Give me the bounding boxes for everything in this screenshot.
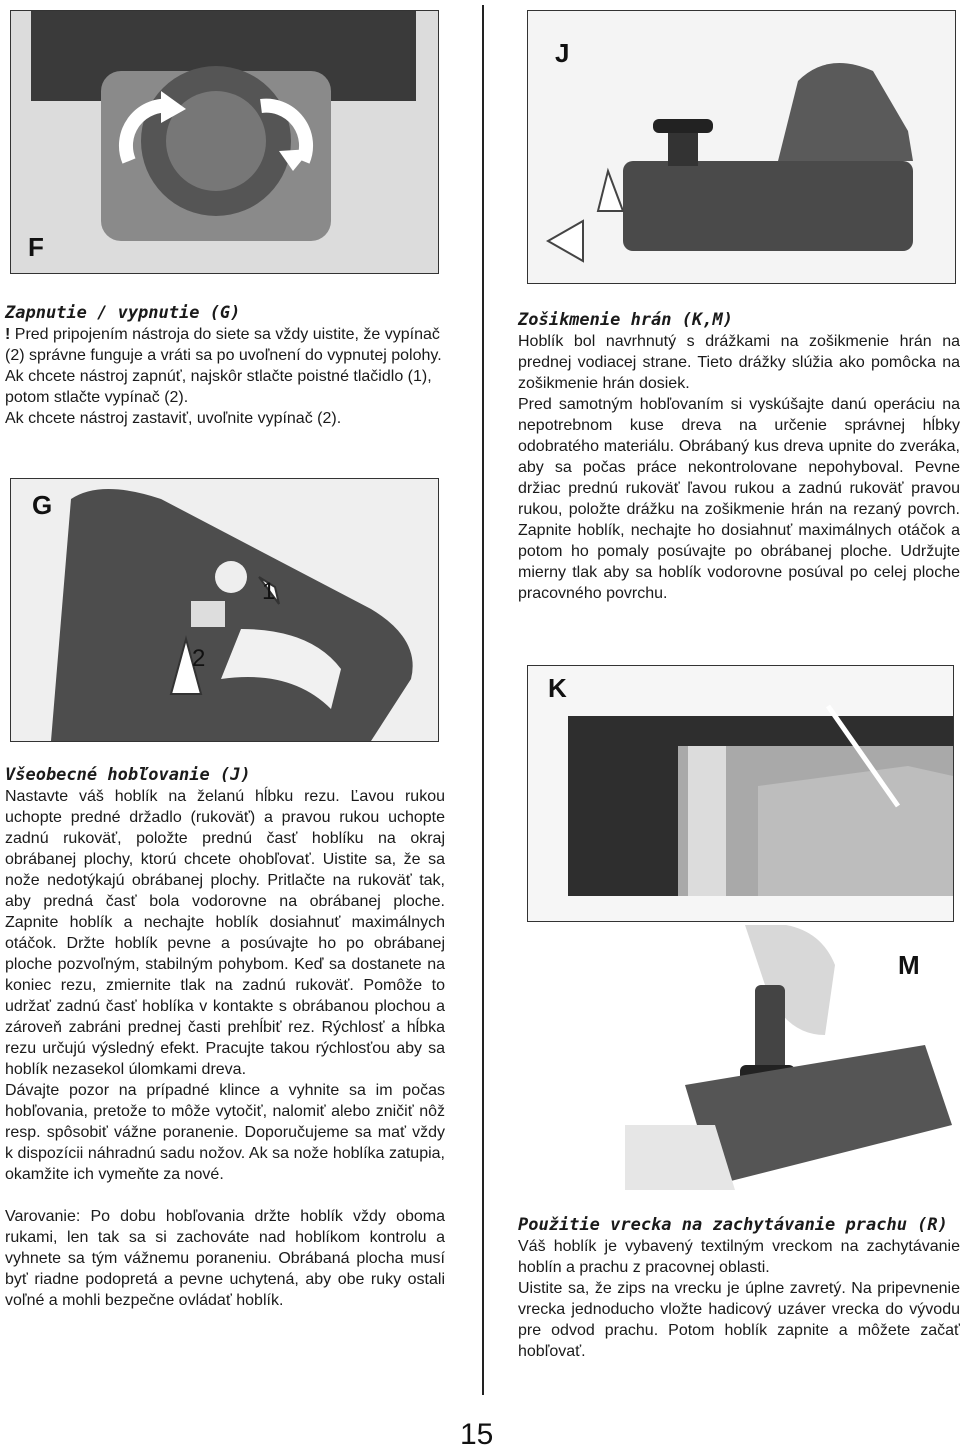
figure-f-label: F (28, 232, 44, 262)
section-r-heading: Použitie vrecka na zachytávanie prachu (R) (518, 1215, 948, 1235)
warning-icon: ! (5, 326, 11, 343)
section-j-paragraph-2: Dávajte pozor na prípadné klince a vyhnite sa im počas hobľovania, pretože to môže vytočiť, nalomiť alebo zničiť nôž resp. spôsobiť vážne poranenie. Doporučujeme sa mať vždy k dispozícii náhradnú sadu nožov. Ak sa nože hoblíka zatupia, okamžite ich vymeňte za nové. (5, 1082, 445, 1183)
figure-g-callout-1: 1 (262, 578, 276, 605)
planer-side-view-illustration (528, 11, 955, 283)
section-g (5, 303, 450, 429)
figure-j-label: J (555, 38, 570, 68)
figure-g-callout-2: 2 (192, 645, 206, 672)
figure-g-label: G (32, 490, 53, 520)
section-j (5, 765, 445, 1311)
section-r-paragraph-1: Váš hoblík je vybavený textilným vreckom na zachytávanie hoblín a prachu z pracovnej oblasti. (518, 1238, 960, 1276)
section-j-paragraph-3: Varovanie: Po dobu hobľovania držte hoblík vždy oboma rukami, len tak sa si zachováte nad hoblíkom kontrolu a vyhnete sa tým vážnemu poraneniu. Obrábaná plocha musí byť riadne podopretá a pevne uchytená, aby obe ruky ostali voľné a mohli bezpečne ovládať hoblík. (5, 1208, 445, 1309)
switch-off-paragraph: Ak chcete nástroj zastaviť, uvoľnite vypínač (2). (5, 410, 342, 427)
figure-k-label: K (548, 673, 567, 703)
section-k-paragraph-1: Hoblík bol navrhnutý s drážkami na zošikmenie hrán na prednej vodiacej strane. Tieto drážky slúžia ako pomôcka na zošikmenie hrán dosiek. (518, 333, 960, 392)
section-k-heading: Zošikmenie hrán (K,M) (518, 310, 733, 330)
figure-k-photo (527, 665, 954, 922)
section-k (518, 310, 960, 604)
page-number: 15 (460, 1418, 494, 1451)
switch-on-paragraph: Ak chcete nástroj zapnúť, najskôr stlačte poistné tlačidlo (1), potom stlačte vypínač (2). (5, 368, 432, 406)
section-j-paragraph-1: Nastavte váš hoblík na želanú hĺbku rezu. Ľavou rukou uchopte predné držadlo (rukoväť) a pravou rukou uchopte zadnú rukoväť, položte prednú časť hoblíku na okraj obrábanej plochy, ktorú chcete ohobľovať. Uistite sa, že sa nože nedotýkajú obrábanej plochy. Pritlačte na rukoväť tak, aby predná časť bola vodorovne na obrábanej ploche. Zapnite hoblík a nechajte hoblík dosiahnuť maximálnych otáčok. Držte hoblík pevne a posúvajte ho po obrábanej ploche pozvoľným, stabilným pohybom. Keď sa dostanete na koniec rezu, zmiernite tlak na zadnú rukoväť. Pomôže to udržať zadnú časť hoblíka v kontakte s obrábanou plochou a zároveň zabráni prednej časti prehĺbiť rez. Rýchlosť a hĺbka rezu určujú výsledný efekt. Pracujte takou rýchlosťou aby sa hoblík nezasekol úlomkami dreva. (5, 788, 445, 1078)
section-k-paragraph-2: Pred samotným hobľovaním si vyskúšajte danú operáciu na nepotrebnom kuse dreva na určenie správnej hĺbky odobratého materiálu. Obrábaný kus dreva upnite do zveráka, aby sa počas práce nekontrolovane nepohyboval. Pevne držiac prednú rukoväť ľavou rukou a zadnú rukoväť pravou rukou, položte drážku na zošikmenie hrán na rezaný povrch. Zapnite hoblík, nechajte ho dosiahnuť maximálnych otáčok a potom ho pomaly posúvajte po obrábanej ploche. Udržujte mierny tlak aby sa hoblík vodorovne posúval po celej ploche pracovného povrchu. (518, 396, 960, 602)
figure-g-photo (10, 478, 439, 742)
column-divider (482, 5, 484, 1395)
warning-paragraph: ! Pred pripojením nástroja do siete sa vždy uistite, že vypínač (2) správne funguje a vráti sa po uvoľnení do vypnutej polohy. (5, 326, 442, 364)
planer-handle-switch-illustration (11, 479, 438, 741)
figure-m-label: M (898, 950, 920, 980)
section-r (518, 1215, 960, 1362)
section-g-heading: Zapnutie / vypnutie (G) (5, 303, 241, 323)
figure-j-photo (527, 10, 956, 284)
section-r-paragraph-2: Uistite sa, že zips na vrecku je úplne zavretý. Na pripevnenie vrecka jednoducho vložte hadicový uzáver vrecka do vývodu pre odvod prachu. Potom hoblík zapnite a môžete začať hobľovať. (518, 1280, 960, 1360)
figure-f-photo (10, 10, 439, 274)
planer-depth-knob-illustration (11, 11, 438, 273)
section-j-heading: Všeobecné hobľovanie (J) (5, 765, 251, 785)
planer-blade-chamfer-groove-illustration (528, 666, 953, 921)
